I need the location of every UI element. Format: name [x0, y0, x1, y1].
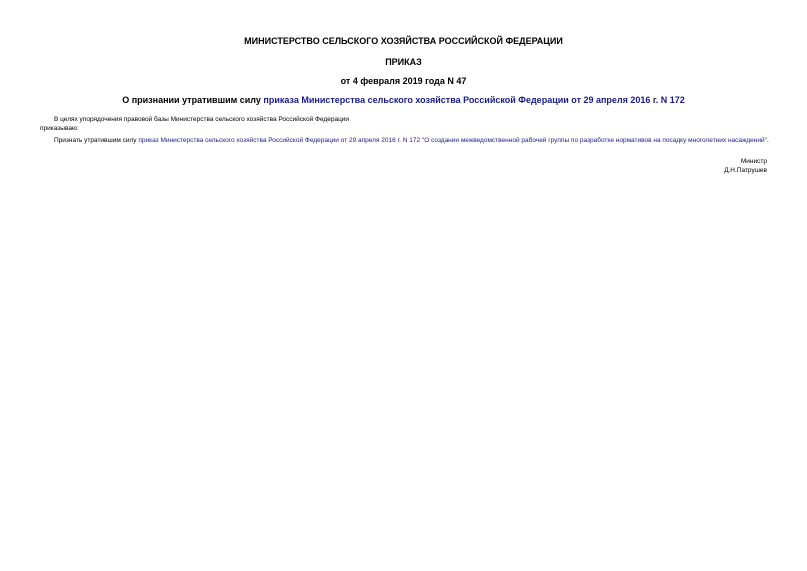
repeal-link[interactable]: приказ Министерства сельского хозяйства Российской Федерации от 29 апреля 2016 г. N 172 "О создании межведомственной рабочей группы по разработке нормативов на посадку многолетних насаждений": [138, 137, 767, 144]
document-title: [0, 95, 807, 106]
document-type-heading: ПРИКАЗ: [385, 57, 422, 67]
title-link[interactable]: приказа Министерства сельского хозяйства Российской Федерации от 29 апреля 2016 г. N 172: [263, 95, 685, 105]
repeal-prefix: Признать утратившим силу: [54, 137, 139, 144]
signature-position: Министр: [740, 158, 767, 165]
signature-name: Д.Н.Патрушев: [724, 167, 767, 174]
date-number-heading: от 4 февраля 2019 года N 47: [340, 76, 467, 86]
repeal-suffix: .: [766, 137, 769, 144]
ministry-heading: МИНИСТЕРСТВО СЕЛЬСКОГО ХОЗЯЙСТВА РОССИЙСКОЙ ФЕДЕРАЦИИ: [244, 36, 563, 46]
title-prefix: О признании утратившим силу: [122, 95, 264, 105]
paragraph-purpose: В целях упорядочения правовой базы Министерства сельского хозяйства Российской Федерации: [54, 116, 350, 123]
paragraph-repeal: [40, 136, 770, 145]
paragraph-order-word: приказываю:: [40, 125, 79, 132]
